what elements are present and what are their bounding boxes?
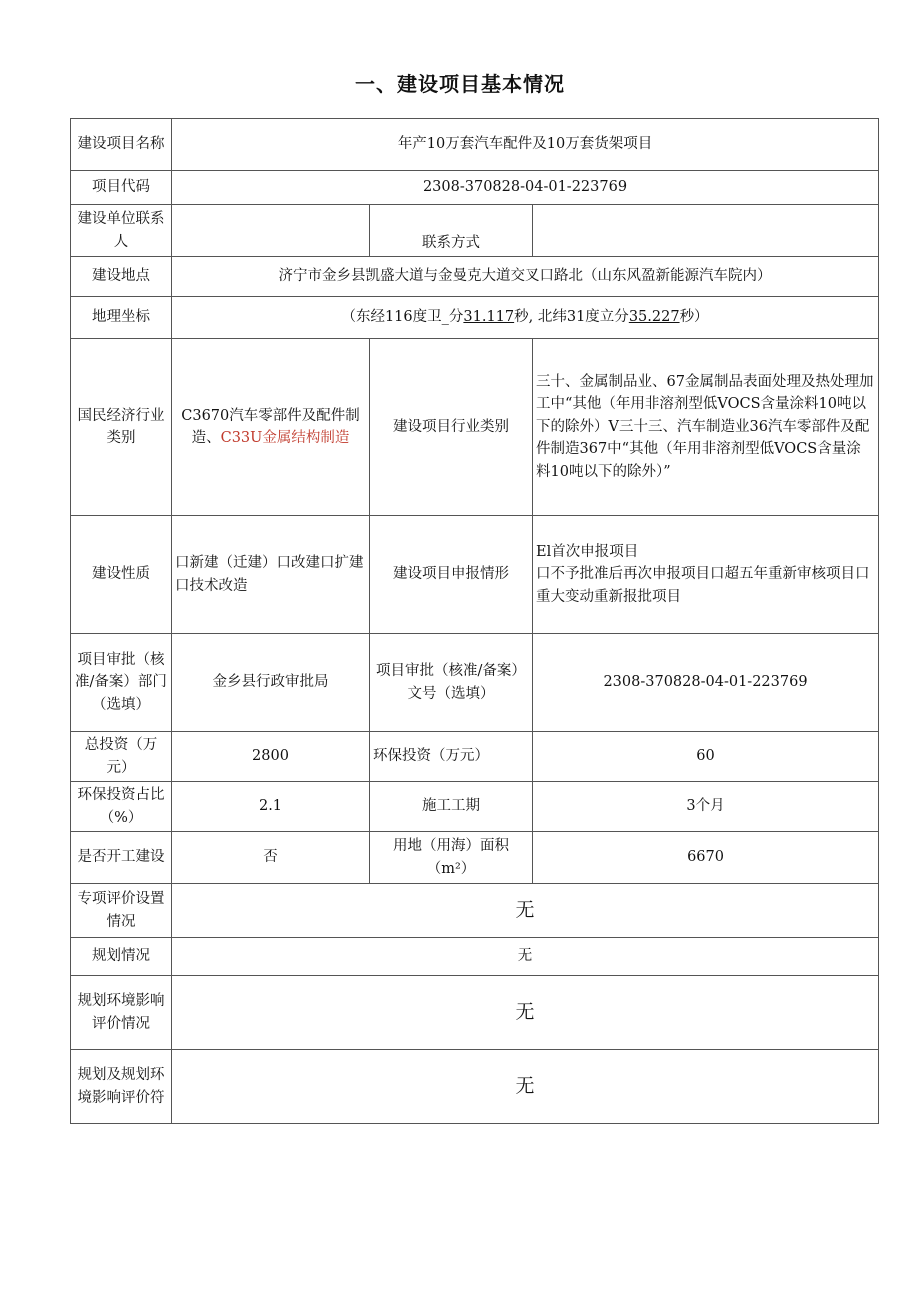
special-eval-value: 无 — [172, 884, 879, 938]
approval-label: 项目审批（核准/备案）部门（选填） — [71, 634, 172, 732]
table-row — [71, 171, 879, 205]
env-investment-label: 环保投资（万元） — [370, 732, 533, 782]
project-code-label: 项目代码 — [71, 171, 172, 205]
approval-doc-label: 项目审批（核准/备案）文号（选填） — [370, 634, 533, 732]
table-row — [71, 832, 879, 884]
report-line-1: El首次申报项目 — [536, 543, 639, 560]
table-row — [71, 205, 879, 257]
coords-mid: 秒, 北纬31度立分 — [514, 309, 629, 326]
project-code-value: 2308-370828-04-01-223769 — [172, 171, 879, 205]
ratio-label: 环保投资占比（%） — [71, 782, 172, 832]
period-label: 施工工期 — [370, 782, 533, 832]
industry-code-red: C33U金属结构制造 — [220, 430, 350, 446]
planning-eia-label: 规划环境影响评价情况 — [71, 976, 172, 1050]
industry-label: 国民经济行业类别 — [71, 339, 172, 516]
area-label: 用地（用海）面积（m²） — [370, 832, 533, 884]
table-row — [71, 516, 879, 634]
coords-label: 地理坐标 — [71, 297, 172, 339]
table-row — [71, 257, 879, 297]
report-label: 建设项目申报情形 — [370, 516, 533, 634]
project-info-table — [70, 118, 879, 1124]
contact-label: 建设单位联系人 — [71, 205, 172, 257]
planning-eia-value: 无 — [172, 976, 879, 1050]
period-value: 3个月 — [533, 782, 879, 832]
investment-value: 2800 — [172, 732, 370, 782]
nature-value: 口新建（迁建）口改建口扩建口技术改造 — [172, 516, 370, 634]
table-row — [71, 297, 879, 339]
coords-suffix: 秒） — [679, 309, 709, 326]
contact-method-value — [533, 205, 879, 257]
coords-prefix: （东经116度卫_分 — [341, 309, 464, 326]
table-row — [71, 1050, 879, 1124]
table-row — [71, 938, 879, 976]
nature-label: 建设性质 — [71, 516, 172, 634]
table-row — [71, 339, 879, 516]
industry-category-label: 建设项目行业类别 — [370, 339, 533, 516]
table-row — [71, 782, 879, 832]
table-row — [71, 732, 879, 782]
started-value: 否 — [172, 832, 370, 884]
special-eval-label: 专项评价设置情况 — [71, 884, 172, 938]
table-row — [71, 119, 879, 171]
table-row — [71, 976, 879, 1050]
investment-label: 总投资（万元） — [71, 732, 172, 782]
industry-code — [172, 339, 370, 516]
planning-label: 规划情况 — [71, 938, 172, 976]
table-row — [71, 634, 879, 732]
report-value — [533, 516, 879, 634]
env-investment-value: 60 — [533, 732, 879, 782]
coords-lat-sec: 35.227 — [628, 309, 680, 326]
page-title: 一、建设项目基本情况 — [355, 72, 565, 96]
compliance-value: 无 — [172, 1050, 879, 1124]
contact-value — [172, 205, 370, 257]
location-value: 济宁市金乡县凯盛大道与金曼克大道交叉口路北（山东风盈新能源汽车院内） — [172, 257, 879, 297]
coords-value — [172, 297, 879, 339]
location-label: 建设地点 — [71, 257, 172, 297]
approval-doc-value: 2308-370828-04-01-223769 — [533, 634, 879, 732]
area-value: 6670 — [533, 832, 879, 884]
ratio-value: 2.1 — [172, 782, 370, 832]
industry-code-main: C3670汽车零部件及配件制造、 — [181, 407, 360, 446]
compliance-label: 规划及规划环境影响评价符 — [71, 1050, 172, 1124]
started-label: 是否开工建设 — [71, 832, 172, 884]
table-row — [71, 884, 879, 938]
approval-dept: 金乡县行政审批局 — [172, 634, 370, 732]
project-name-value: 年产10万套汽车配件及10万套货架项目 — [172, 119, 879, 171]
planning-value: 无 — [172, 938, 879, 976]
project-name-label: 建设项目名称 — [71, 119, 172, 171]
contact-method-label: 联系方式 — [370, 205, 533, 257]
report-line-2: 口不予批准后再次申报项目口超五年重新审核项目口重大变动重新报批项目 — [536, 566, 870, 605]
industry-category-value: 三十、金属制品业、67金属制品表面处理及热处理加工中“其他（年用非溶剂型低VOCS含量涂料10吨以下的除外）V三十三、汽车制造业36汽车零部件及配件制造367中“其他（年用非溶剂型低VOCS含量涂料10吨以下的除外）” — [533, 339, 879, 516]
coords-lng-sec: 31.117 — [463, 309, 515, 326]
